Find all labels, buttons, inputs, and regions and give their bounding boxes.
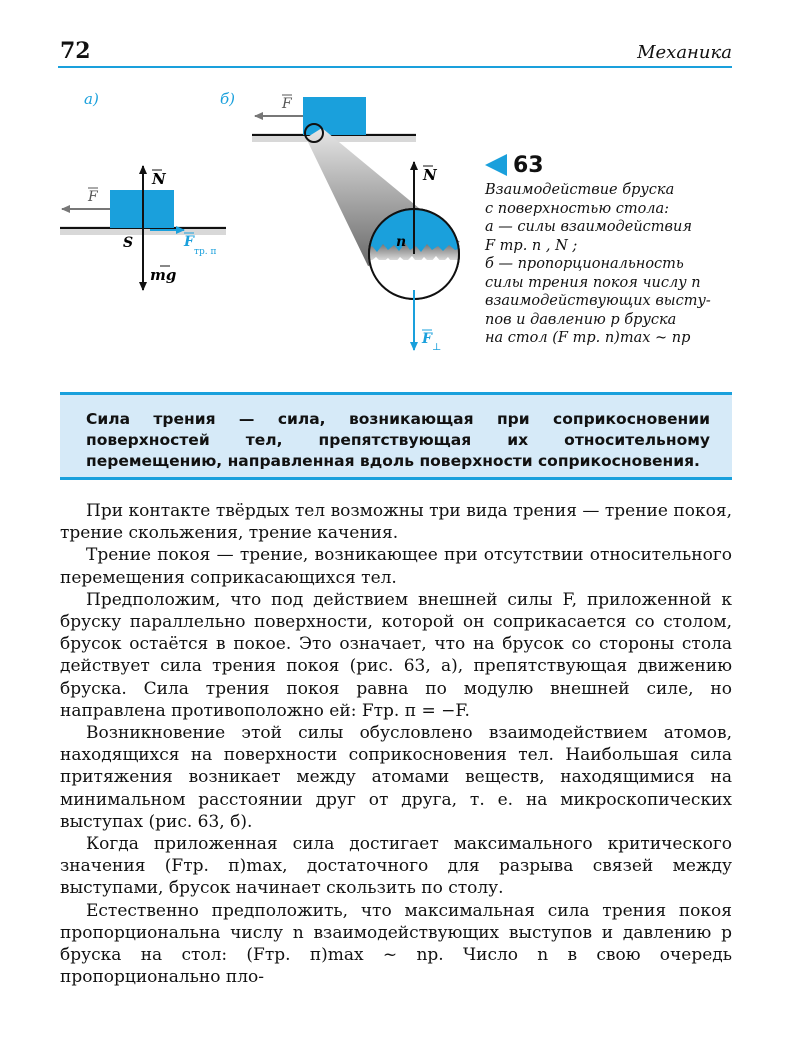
paragraph: Трение покоя — трение, возникающее при отсутствии относительного перемещения соприкасающихся тел.: [60, 545, 732, 588]
caption-line: пов и давлению p бруска: [485, 311, 677, 328]
paragraph: Когда приложенная сила достигает максимального критического значения (Fтр. п)max, достаточного для разрыва связей между выступами, брусок начинает скользить по столу.: [60, 834, 732, 899]
caption-line: а — силы взаимодействия: [485, 219, 692, 235]
force-N-label: N: [152, 170, 166, 188]
force-Fperp-sub: ⊥: [432, 342, 442, 353]
figure-number-row: [485, 150, 745, 180]
caption-line: F тр. п , N ;: [485, 237, 578, 254]
body-text: [60, 500, 732, 988]
label-n: n: [396, 234, 407, 250]
definition-box: [60, 392, 732, 480]
block-b: [303, 97, 366, 135]
label-S: S: [123, 235, 134, 251]
definition-text: Сила трения — сила, возникающая при соприкосновении поверхностей тел, препятствующая их относительному перемещению, направленная вдоль поверхности соприкосновения.: [86, 410, 710, 470]
figure-number: 63: [513, 152, 544, 178]
paragraph: При контакте твёрдых тел возможны три вида трения — трение покоя, трение скольжения, трение качения.: [60, 501, 732, 544]
caption-line: б — пропорциональность: [485, 256, 684, 272]
force-F-label: F: [88, 189, 98, 205]
paragraph: Предположим, что под действием внешней силы F, приложенной к бруску параллельно поверхности, которой он соприкасается со столом, брусок остаётся в покое. Это означает, что на брусок со стороны стола действует сила трения покоя (рис. 63, а), препятствующая движению бруска. Сила трения покоя равна по модулю внешней силе, но направлена противоположно ей: Fтр. п = −F.: [60, 589, 732, 721]
figure-caption: [485, 150, 745, 348]
paragraph: Естественно предположить, что максимальная сила трения покоя пропорциональна числу n взаимодействующих выступов и давлению p бруска на стол: (Fтр. п)max ~ np. Число n в свою очередь пропорционально пло-: [60, 900, 732, 988]
caption-line: силы трения покоя числу n: [485, 274, 701, 291]
force-N-b-label: N: [423, 166, 437, 184]
paragraph: Возникновение этой силы обусловлено взаимодействием атомов, находящихся на поверхности соприкосновения тел. Наибольшая сила притяжения возникает между атомами веществ, находящимися на минимальном расстоянии друг от друга, т. е. на микроскопических выступах (рис. 63, б).: [60, 723, 732, 832]
caption-line: с поверхностью стола:: [485, 200, 670, 217]
force-Ftr-label: F: [184, 234, 194, 250]
caption-line: взаимодействующих высту-: [485, 293, 711, 309]
caption-line: на стол (F тр. п)max ~ np: [485, 330, 691, 346]
caption-text: [485, 181, 745, 348]
running-title: Механика: [637, 42, 732, 63]
force-Fperp-label: F: [422, 331, 432, 347]
force-Ftr-sub: тр. п: [194, 247, 217, 257]
caption-line: Взаимодействие бруска: [485, 182, 675, 198]
fig-label-a: а): [84, 90, 99, 108]
page-number: 72: [60, 38, 91, 64]
force-mg-label: mg: [150, 266, 177, 284]
fig-label-b: б): [220, 90, 236, 108]
figure-pointer-icon: [485, 154, 507, 176]
force-F-b-label: F: [282, 96, 292, 112]
